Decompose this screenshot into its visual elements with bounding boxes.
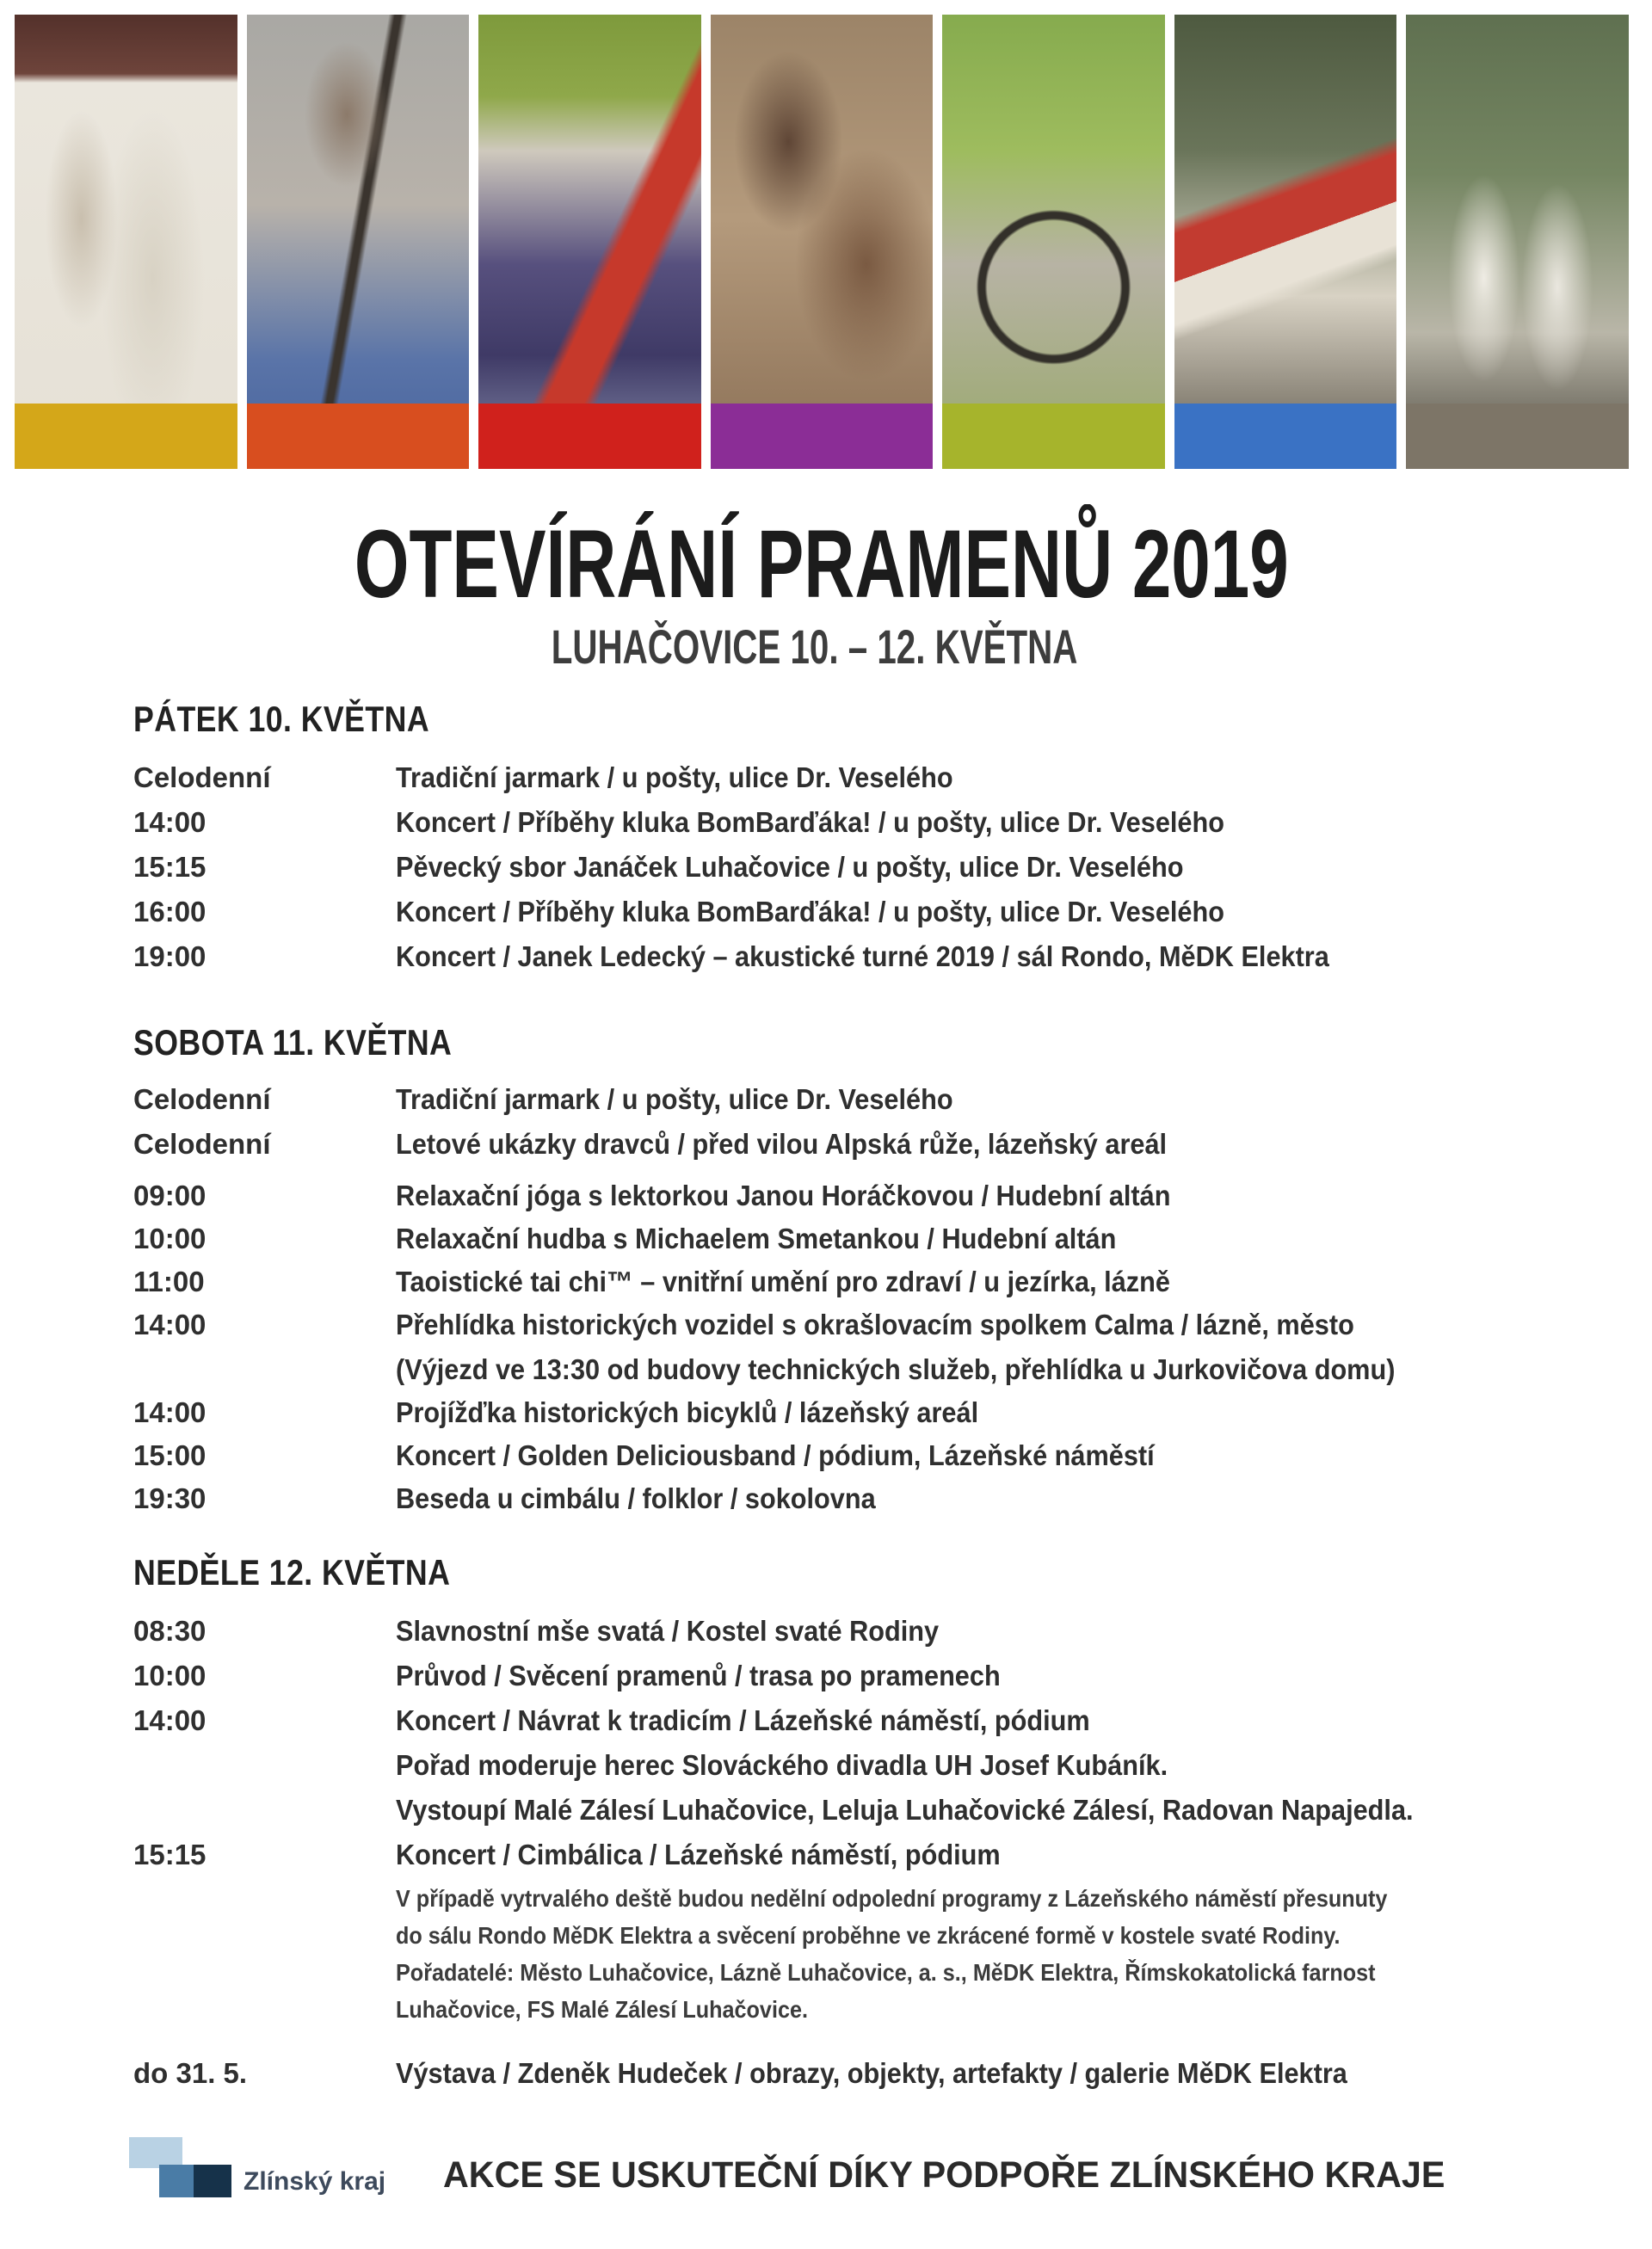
event-time: 10:00 [133, 1660, 206, 1691]
weather-note-line: do sálu Rondo MěDK Elektra a svěcení proběhne ve zkrácené formě v kostele svaté Rodiny. [396, 1922, 1341, 1949]
exhibition-row [133, 2056, 1613, 2092]
program-row [133, 1265, 1613, 1301]
photo-color-bar [1406, 404, 1629, 469]
event-description: Výstava / Zdeněk Hudeček / obrazy, objekty, artefakty / galerie MěDK Elektra [396, 2057, 1347, 2089]
event-time: 14:00 [133, 1309, 206, 1340]
program-row [133, 1127, 1613, 1163]
event-description: Koncert / Příběhy kluka BomBarďáka! / u pošty, ulice Dr. Veselého [396, 806, 1224, 838]
event-description: Koncert / Návrat k tradicím / Lázeňské náměstí, pódium [396, 1704, 1090, 1736]
program-row [133, 1659, 1613, 1695]
event-time: 15:15 [133, 851, 206, 883]
photo-historic-bicycle [942, 15, 1165, 469]
event-description: Taoistické tai chi™ – vnitřní umění pro zdraví / u jezírka, lázně [396, 1266, 1170, 1297]
zlinsky-kraj-logo [125, 2135, 417, 2213]
event-time: Celodenní [133, 761, 271, 793]
program-row [133, 1439, 1613, 1475]
event-description: Koncert / Janek Ledecký – akustické turné 2019 / sál Rondo, MěDK Elektra [396, 940, 1329, 972]
program-row [133, 940, 1613, 976]
photo-color-bar [942, 404, 1165, 469]
logo-square-mid-icon [159, 2165, 194, 2197]
photo-strip [15, 15, 1629, 469]
event-time: 09:00 [133, 1180, 206, 1211]
photo-color-bar [711, 404, 934, 469]
program-row [133, 1614, 1613, 1650]
event-time: 19:00 [133, 940, 206, 972]
event-time: 08:30 [133, 1615, 206, 1647]
photo-singer-with-guitar [247, 15, 470, 469]
weather-note-line: V případě vytrvalého deště budou nedělní odpolední programy z Lázeňského náměstí přesunuty [396, 1885, 1388, 1912]
event-description: Beseda u cimbálu / folklor / sokolovna [396, 1482, 876, 1514]
event-time: 15:15 [133, 1839, 206, 1870]
program-row-continuation [133, 1352, 1613, 1389]
program-row [133, 1179, 1613, 1215]
page-subtitle: LUHAČOVICE 10. – 12. KVĚTNA [551, 619, 1078, 674]
program-row [133, 1838, 1613, 1874]
event-description: Koncert / Golden Deliciousband / pódium, Lázeňské náměstí [396, 1439, 1155, 1471]
program-row [133, 1222, 1613, 1258]
program-row [133, 850, 1613, 886]
event-description: Relaxační hudba s Michaelem Smetankou / Hudební altán [396, 1223, 1117, 1254]
photo-folk-singers-in-white [15, 15, 237, 469]
event-time: do 31. 5. [133, 2057, 248, 2089]
event-description: (Výjezd ve 13:30 od budovy technických služeb, přehlídka u Jurkovičova domu) [396, 1353, 1396, 1385]
event-description: Projížďka historických bicyklů / lázeňský areál [396, 1396, 979, 1428]
event-description: Pěvecký sbor Janáček Luhačovice / u pošty, ulice Dr. Veselého [396, 851, 1184, 883]
event-description: Přehlídka historických vozidel s okrašlovacím spolkem Calma / lázně, město [396, 1309, 1354, 1340]
event-description: Letové ukázky dravců / před vilou Alpská růže, lázeňský areál [396, 1128, 1168, 1160]
photo-color-bar [15, 404, 237, 469]
event-description: Slavnostní mše svatá / Kostel svaté Rodiny [396, 1615, 940, 1647]
event-description: Pořad moderuje herec Slováckého divadla UH Josef Kubáník. [396, 1749, 1168, 1781]
event-time: 19:30 [133, 1482, 206, 1514]
heading-saturday: SOBOTA 11. KVĚTNA [133, 1022, 453, 1063]
event-time: 14:00 [133, 1704, 206, 1736]
program-row [133, 761, 1613, 797]
event-time: 10:00 [133, 1223, 206, 1254]
photo-visitors-on-lawn [478, 15, 701, 469]
event-description: Relaxační jóga s lektorkou Janou Horáčkovou / Hudební altán [396, 1180, 1171, 1211]
photo-crowd-with-costumes [711, 15, 934, 469]
photo-spring-blessing-procession [1406, 15, 1629, 469]
program-row [133, 1308, 1613, 1344]
event-description: Vystoupí Malé Zálesí Luhačovice, Leluja Luhačovické Zálesí, Radovan Napajedla. [396, 1794, 1414, 1826]
logo-label: Zlínský kraj [243, 2167, 386, 2196]
program-row [133, 895, 1613, 931]
event-description: Tradiční jarmark / u pošty, ulice Dr. Veselého [396, 1083, 953, 1115]
organizers-note-line: Luhačovice, FS Malé Zálesí Luhačovice. [396, 1996, 808, 2023]
event-time: Celodenní [133, 1128, 271, 1160]
program-row [133, 1082, 1613, 1118]
page-title: OTEVÍRÁNÍ PRAMENŮ 2019 [354, 510, 1289, 618]
logo-square-light-icon [129, 2137, 182, 2168]
event-time: 14:00 [133, 806, 206, 838]
program-row [133, 1396, 1613, 1432]
event-time: 15:00 [133, 1439, 206, 1471]
program-row [133, 1704, 1613, 1740]
event-time: 16:00 [133, 896, 206, 927]
organizers-note-line: Pořadatelé: Město Luhačovice, Lázně Luhačovice, a. s., MěDK Elektra, Římskokatolická farnost [396, 1959, 1376, 1986]
event-time: 11:00 [133, 1266, 205, 1297]
program-row [133, 1482, 1613, 1518]
event-description: Tradiční jarmark / u pošty, ulice Dr. Veselého [396, 761, 953, 793]
logo-square-dark-icon [194, 2165, 231, 2197]
photo-color-bar [478, 404, 701, 469]
event-description: Průvod / Svěcení pramenů / trasa po pramenech [396, 1660, 1001, 1691]
support-statement: AKCE SE USKUTEČNÍ DÍKY PODPOŘE ZLÍNSKÉHO KRAJE [443, 2154, 1446, 2196]
event-description: Koncert / Příběhy kluka BomBarďáka! / u pošty, ulice Dr. Veselého [396, 896, 1224, 927]
event-time: Celodenní [133, 1083, 271, 1115]
event-time: 14:00 [133, 1396, 206, 1428]
event-description: Koncert / Cimbálica / Lázeňské náměstí, pódium [396, 1839, 1001, 1870]
photo-folk-costumes-with-banner [1174, 15, 1397, 469]
heading-friday: PÁTEK 10. KVĚTNA [133, 699, 430, 739]
heading-sunday: NEDĚLE 12. KVĚTNA [133, 1552, 451, 1593]
program-row-continuation [133, 1748, 1613, 1784]
photo-color-bar [247, 404, 470, 469]
program-row-continuation [133, 1793, 1613, 1829]
program-row [133, 805, 1613, 841]
photo-color-bar [1174, 404, 1397, 469]
